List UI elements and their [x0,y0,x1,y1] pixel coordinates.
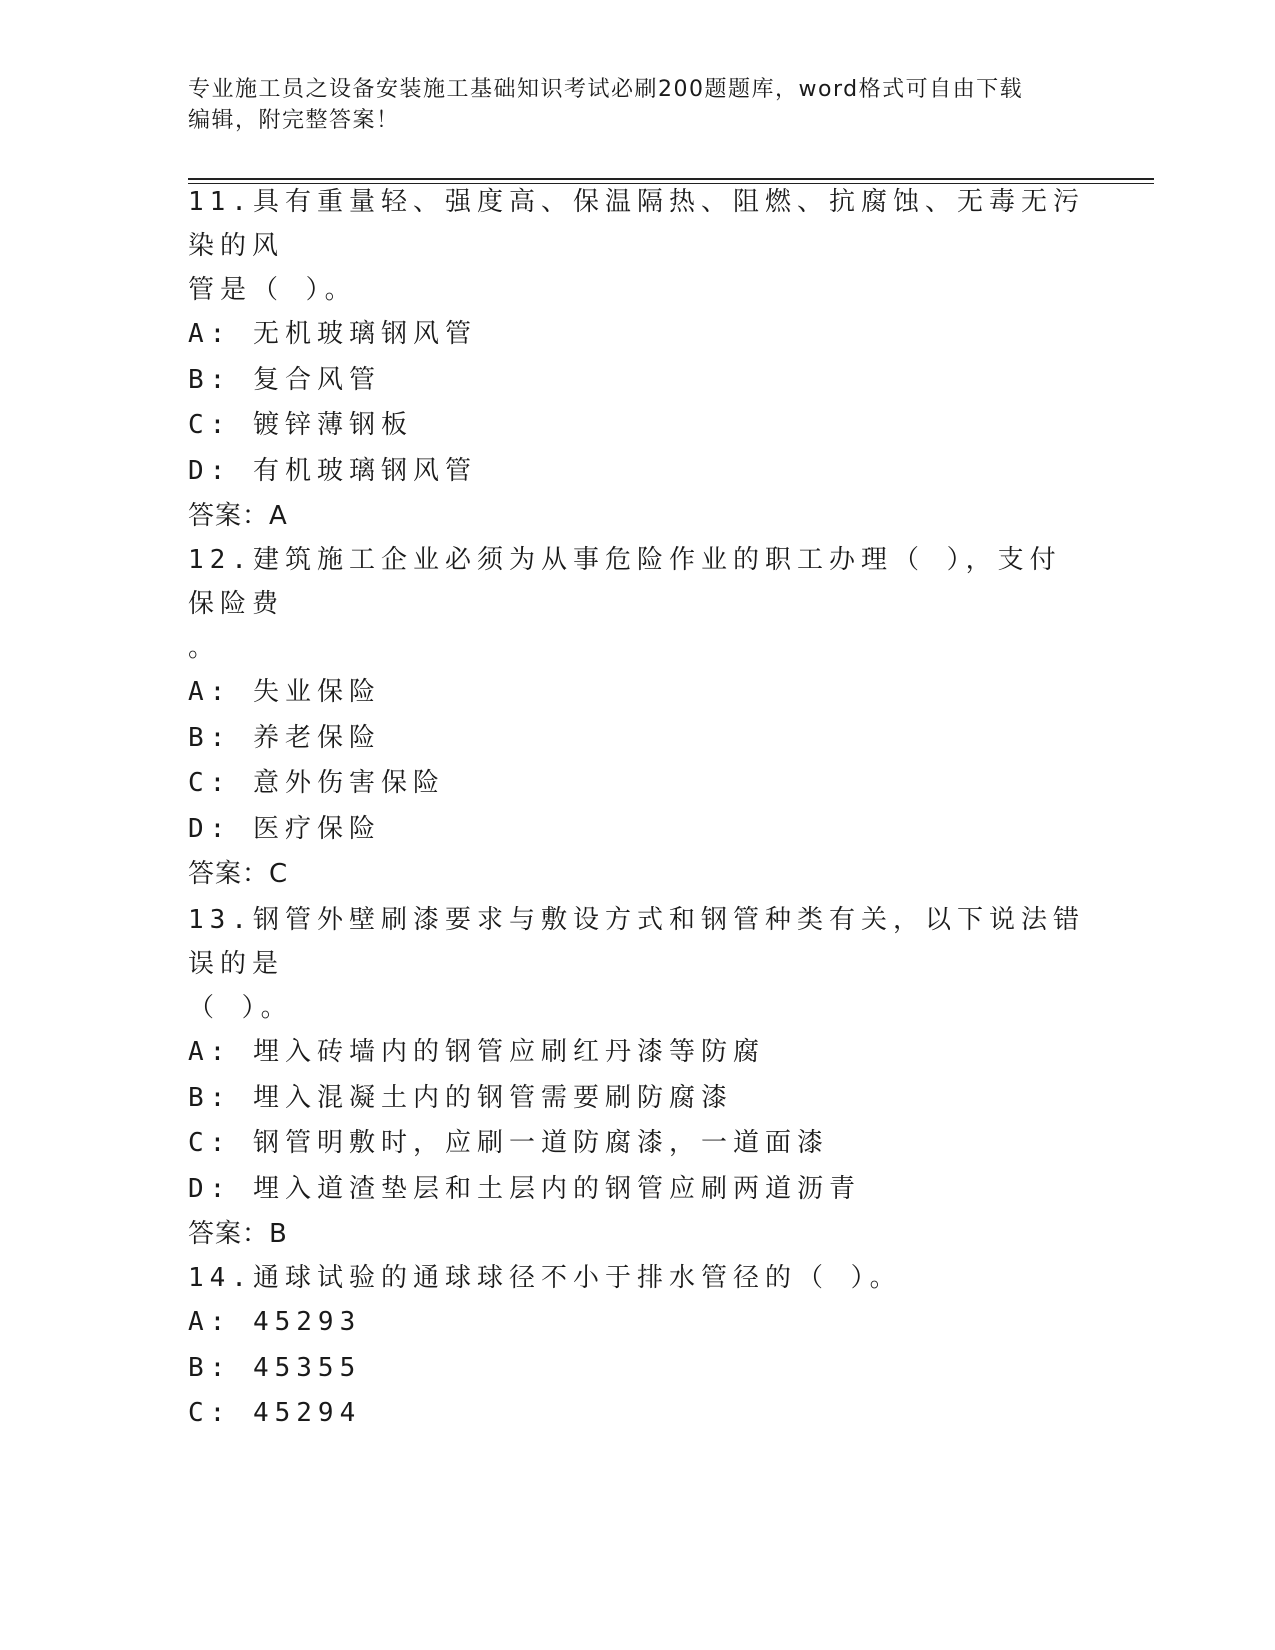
header-line-2: 编辑，附完整答案！ [188,108,400,133]
option-a: A: 埋入砖墙内的钢管应刷红丹漆等防腐 [188,1037,765,1067]
option-c: C: 意外伤害保险 [188,768,445,798]
question-stem-line-1: 12.建筑施工企业必须为从事危险作业的职工办理（ ），支付保险费 [188,545,1062,619]
question-stem-line-1: 11.具有重量轻、强度高、保温隔热、阻燃、抗腐蚀、无毒无污染的风 [188,187,1085,261]
option-a: A: 45293 [188,1307,362,1337]
option-d: D: 有机玻璃钢风管 [188,455,477,486]
question-stem-line-2: 管是（ ）。 [188,275,357,305]
question-stem-line-1: 14.通球试验的通球球径不小于排水管径的（ ）。 [188,1263,902,1293]
option-c: C: 镀锌薄钢板 [188,410,413,440]
option-a: A: 无机玻璃钢风管 [188,319,477,349]
header-line-1: 专业施工员之设备安装施工基础知识考试必刷200题题库，word格式可自由下载 [188,77,1024,102]
option-b: B: 复合风管 [188,364,381,395]
option-a: A: 失业保险 [188,677,381,707]
question-stem-line-2: （ ）。 [188,993,293,1023]
option-b: B: 45355 [188,1352,362,1383]
question-13 [188,898,1088,1257]
question-14 [188,1256,1088,1437]
answer: 答案：B [188,1219,288,1249]
option-d: D: 医疗保险 [188,813,381,844]
question-stem-line-2: 。 [188,633,221,663]
option-b: B: 埋入混凝土内的钢管需要刷防腐漆 [188,1082,733,1113]
document-header [188,74,1088,136]
option-c: C: 45294 [188,1398,362,1428]
question-stem-line-1: 13.钢管外壁刷漆要求与敷设方式和钢管种类有关，以下说法错误的是 [188,905,1085,979]
answer: 答案：C [188,859,289,889]
option-b: B: 养老保险 [188,722,381,753]
option-c: C: 钢管明敷时，应刷一道防腐漆，一道面漆 [188,1128,829,1158]
question-12 [188,538,1088,897]
question-11 [188,180,1088,539]
answer: 答案：A [188,501,288,531]
option-d: D: 埋入道渣垫层和土层内的钢管应刷两道沥青 [188,1173,861,1204]
